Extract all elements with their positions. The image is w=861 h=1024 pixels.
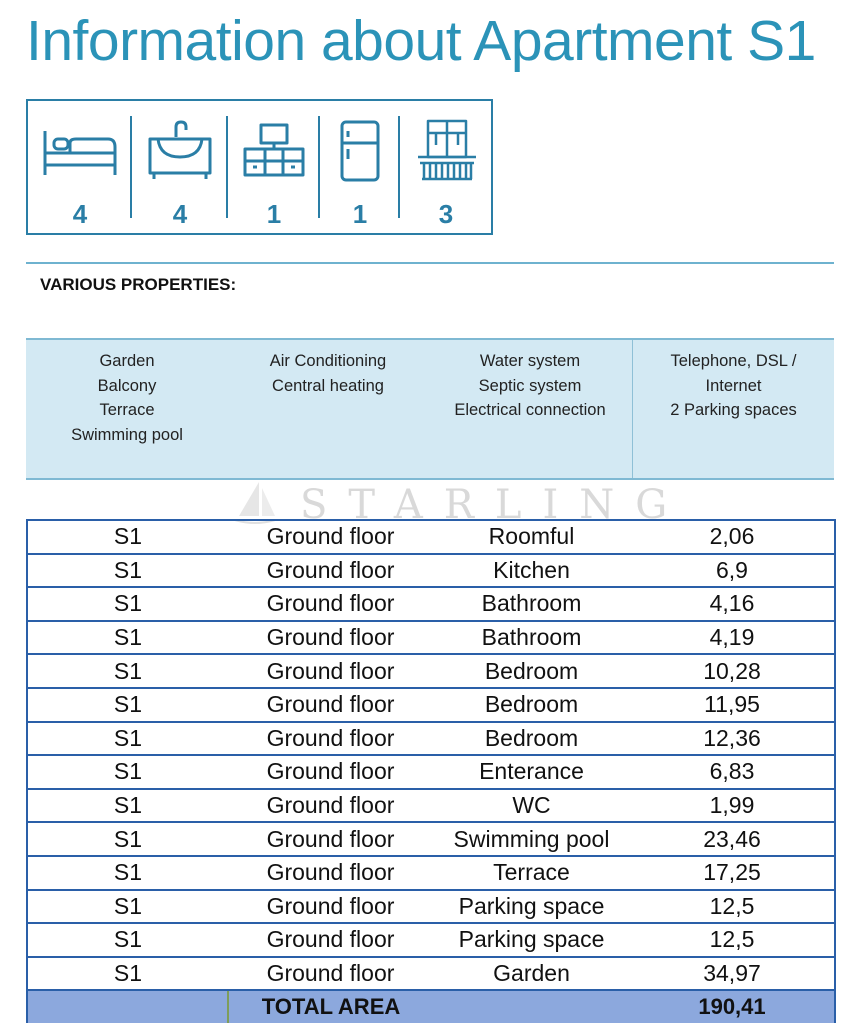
floor-cell: Ground floor xyxy=(228,722,433,756)
properties-column-utilities xyxy=(428,349,632,423)
floor-cell: Ground floor xyxy=(228,890,433,924)
area-cell: 10,28 xyxy=(630,654,835,688)
amenity-balconies xyxy=(400,101,493,233)
bathrooms-count: 4 xyxy=(172,199,188,229)
amenity-kitchens xyxy=(320,101,400,233)
area-cell: 12,5 xyxy=(630,890,835,924)
unit-cell: S1 xyxy=(27,688,228,722)
room-cell: Bedroom xyxy=(433,688,630,722)
unit-cell: S1 xyxy=(27,755,228,789)
table-row xyxy=(27,621,835,655)
property-item: Internet xyxy=(705,376,762,395)
balcony-icon xyxy=(416,119,478,185)
table-row xyxy=(27,923,835,957)
room-cell: WC xyxy=(433,789,630,823)
floor-cell: Ground floor xyxy=(228,923,433,957)
table-row xyxy=(27,722,835,756)
unit-cell: S1 xyxy=(27,654,228,688)
area-cell: 4,19 xyxy=(630,621,835,655)
bed-icon xyxy=(42,119,118,181)
watermark-text: STARLING xyxy=(300,482,689,528)
unit-cell: S1 xyxy=(27,789,228,823)
total-row xyxy=(27,990,835,1023)
amenity-beds xyxy=(28,101,132,233)
unit-cell: S1 xyxy=(27,554,228,588)
floor-cell: Ground floor xyxy=(228,520,433,554)
table-row xyxy=(27,554,835,588)
property-item: Central heating xyxy=(272,376,384,395)
bathroom-sink-icon xyxy=(146,119,214,183)
floor-cell: Ground floor xyxy=(228,688,433,722)
total-empty-cell xyxy=(27,990,228,1023)
unit-cell: S1 xyxy=(27,923,228,957)
property-item: Septic system xyxy=(478,376,582,395)
table-row xyxy=(27,654,835,688)
total-section xyxy=(27,990,835,1023)
table-row xyxy=(27,587,835,621)
room-cell: Parking space xyxy=(433,890,630,924)
room-cell: Garden xyxy=(433,957,630,991)
properties-column-outdoor xyxy=(26,349,228,448)
amenity-bathrooms xyxy=(132,101,228,233)
unit-cell: S1 xyxy=(27,957,228,991)
total-value: 190,41 xyxy=(630,990,835,1023)
unit-cell: S1 xyxy=(27,822,228,856)
floor-cell: Ground floor xyxy=(228,621,433,655)
tv-count: 1 xyxy=(266,199,282,229)
unit-cell: S1 xyxy=(27,722,228,756)
properties-column-connectivity xyxy=(633,349,834,423)
room-cell: Bathroom xyxy=(433,621,630,655)
floor-cell: Ground floor xyxy=(228,957,433,991)
room-cell: Swimming pool xyxy=(433,822,630,856)
properties-panel xyxy=(26,338,834,480)
table-row xyxy=(27,822,835,856)
floor-cell: Ground floor xyxy=(228,654,433,688)
area-cell: 6,83 xyxy=(630,755,835,789)
area-cell: 6,9 xyxy=(630,554,835,588)
table-row xyxy=(27,890,835,924)
table-row xyxy=(27,957,835,991)
room-cell: Parking space xyxy=(433,923,630,957)
area-cell: 34,97 xyxy=(630,957,835,991)
room-cell: Bathroom xyxy=(433,587,630,621)
room-area-table xyxy=(26,519,836,1023)
table-row xyxy=(27,755,835,789)
table-row xyxy=(27,856,835,890)
room-cell: Bedroom xyxy=(433,654,630,688)
area-cell: 1,99 xyxy=(630,789,835,823)
total-spacer-cell xyxy=(433,990,630,1023)
table-row xyxy=(27,688,835,722)
page-title: Information about Apartment S1 xyxy=(26,9,816,73)
floor-cell: Ground floor xyxy=(228,789,433,823)
kitchens-count: 1 xyxy=(352,199,368,229)
floor-cell: Ground floor xyxy=(228,856,433,890)
property-item: Terrace xyxy=(99,401,155,420)
refrigerator-icon xyxy=(338,119,382,183)
area-cell: 12,5 xyxy=(630,923,835,957)
property-item: Air Conditioning xyxy=(269,352,387,370)
property-item: Balcony xyxy=(97,376,157,395)
area-cell: 2,06 xyxy=(630,520,835,554)
area-cell: 17,25 xyxy=(630,856,835,890)
table-row xyxy=(27,520,835,554)
room-cell: Enterance xyxy=(433,755,630,789)
room-cell: Bedroom xyxy=(433,722,630,756)
floor-cell: Ground floor xyxy=(228,822,433,856)
unit-cell: S1 xyxy=(27,520,228,554)
section-heading: VARIOUS PROPERTIES: xyxy=(40,275,237,294)
amenity-tv xyxy=(228,101,320,233)
beds-count: 4 xyxy=(72,199,88,229)
area-cell: 11,95 xyxy=(630,688,835,722)
property-item: Water system xyxy=(479,352,581,370)
unit-cell: S1 xyxy=(27,621,228,655)
property-item: Telephone, DSL / xyxy=(670,352,797,370)
unit-cell: S1 xyxy=(27,587,228,621)
property-item: Swimming pool xyxy=(71,426,183,445)
property-item: Electrical connection xyxy=(454,401,606,420)
tv-stand-icon xyxy=(241,119,307,181)
table-row xyxy=(27,789,835,823)
property-item: 2 Parking spaces xyxy=(670,401,797,420)
room-rows xyxy=(27,520,835,990)
section-divider xyxy=(26,262,834,264)
area-cell: 4,16 xyxy=(630,587,835,621)
amenity-icon-box xyxy=(26,99,493,235)
total-label: TOTAL AREA xyxy=(228,990,433,1023)
room-cell: Terrace xyxy=(433,856,630,890)
floor-cell: Ground floor xyxy=(228,587,433,621)
floor-cell: Ground floor xyxy=(228,755,433,789)
unit-cell: S1 xyxy=(27,856,228,890)
area-cell: 23,46 xyxy=(630,822,835,856)
properties-column-climate xyxy=(228,349,428,398)
property-item: Garden xyxy=(99,352,155,370)
room-cell: Roomful xyxy=(433,520,630,554)
balconies-count: 3 xyxy=(438,199,454,229)
area-cell: 12,36 xyxy=(630,722,835,756)
unit-cell: S1 xyxy=(27,890,228,924)
floor-cell: Ground floor xyxy=(228,554,433,588)
room-cell: Kitchen xyxy=(433,554,630,588)
